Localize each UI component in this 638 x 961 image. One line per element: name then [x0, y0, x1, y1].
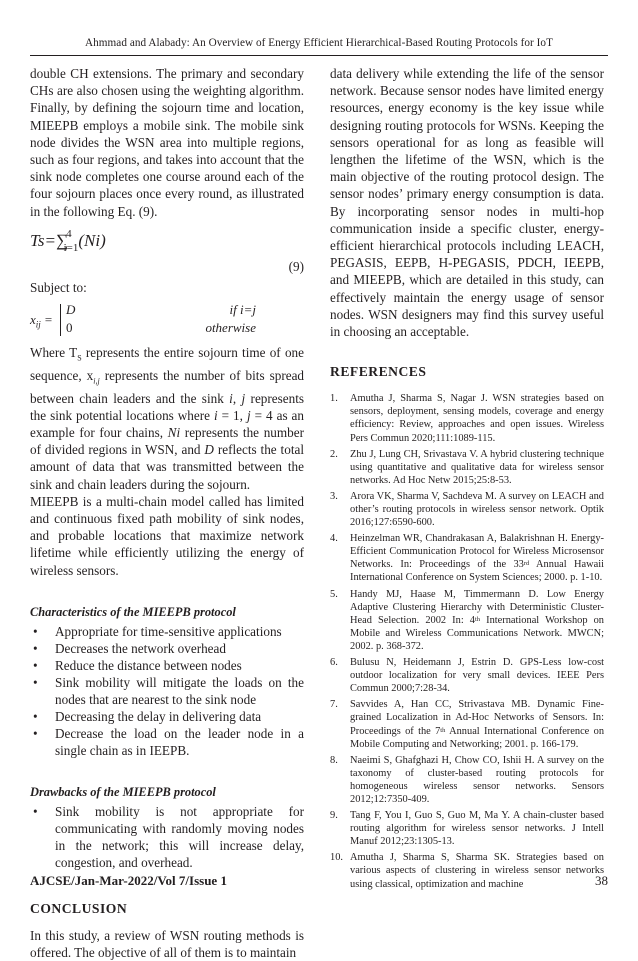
reference-item: 5. Handy MJ, Haase M, Timmermann D. Low Energy Adaptive Clustering Hierarchy with Deterministic Cluster-Head Selection. 2002 In: 4th International Workshop on Mobile and Wireless Communications Network. MWCN; 2002. p. 368-372. [330, 588, 604, 652]
piecewise-lhs: $x_{ij}$ = [30, 311, 53, 330]
equation-expression [30, 227, 106, 254]
conclusion-heading: CONCLUSION [30, 900, 128, 916]
piecewise-case-1: D if i=j [66, 301, 256, 317]
piecewise-case-2: 0 otherwise [66, 319, 256, 335]
sum-lower-limit: i=1 [63, 241, 79, 254]
bullet-icon: • [33, 623, 38, 639]
left-brace [60, 304, 65, 336]
list-item: • Decreasing the delay in delivering data [33, 708, 262, 724]
reference-item: 10. Amutha J, Sharma S, Sharma SK. Strategies based on various aspects of clustering in wireless sensor networks using classical, optimization and machine [330, 852, 604, 890]
piecewise-definition [30, 302, 304, 344]
bullet-icon: • [33, 725, 38, 741]
list-item: • Decrease the load on the leader node in a single chain as in IEEPB. [33, 725, 304, 758]
list-item: • Sink mobility will mitigate the loads on the nodes that are nearest to the sink node [33, 674, 304, 707]
reference-item: 6. Bulusu N, Heidemann J, Estrin D. GPS-Less low-cost outdoor localization for very small devices. IEEE Pers Commun 2000;7:28-34. [330, 657, 604, 695]
equation-number: (9) [288, 258, 304, 274]
body-paragraph: MIEEPB is a multi-chain model called has limited and continuous fixed path mobility of sink nodes, and probable locations that maximize network lifetime while efficiently utilizing the energy of wireless sensors. [30, 493, 304, 578]
where-paragraph: Where $T_S$ represents the entire sojourn time of one sequence, $x_{i,j}$ represents the number of bits spread between chain leaders and the sink i, j represents the sink potential locations where i = 1, j = 4 as an example for four chains, Ni represents the number of divided regions in WSN, and D reflects the total amount of data that was transmitted between the sink and chain leaders during the sojourn. [30, 344, 305, 492]
footer-page-number: 38 [595, 873, 608, 888]
list-item: • Sink mobility is not appropriate for communicating with randomly moving nodes in the network; this will increase delay, congestion, and overhead. [33, 803, 304, 870]
bullet-icon: • [33, 657, 38, 673]
subject-to-label: Subject to: [30, 279, 87, 295]
equation-9 [30, 229, 304, 279]
bullet-icon: • [33, 640, 38, 656]
characteristics-heading: Characteristics of the MIEEPB protocol [30, 604, 236, 619]
characteristics-list [30, 623, 304, 759]
reference-item: 7. Savvides A, Han CC, Strivastava MB. Dynamic Fine-grained Localization in Ad-Hoc Networks of Sensors. In: Proceedings of the 7th Annual International Conference on Mobile Computing and Networking; 2001. p. 166-179. [330, 699, 605, 750]
sum-symbol: ∑ [55, 230, 69, 250]
right-column [330, 65, 604, 894]
sum-upper-limit: 4 [66, 227, 72, 240]
references-list [330, 392, 604, 890]
reference-item: 9. Tang F, You I, Guo S, Guo M, Ma Y. A chain-cluster based routing algorithm for wireless sensor networks. J Intell Manuf 2012;23:1305-13. [330, 810, 604, 848]
body-paragraph: data delivery while extending the life of the sensor network. Because sensor nodes have limited energy resources, energy economy is the key issue while designing routing protocols for WSNs. Keeping the sensors operational for as long as feasible will lengthen the lifetime of the WSN, which is the main objective of the routing protocol design. The sensor nodes’ primary energy consumption is data. By incorporating sensor nodes in multi-hop communication inside a specific cluster, energy-efficient hierarchical protocols including LEACH, PEGASIS, EEPB, H-PEGASIS, PDCH, IEEPB, and MIEEPB, which are detailed in this study, can effectively maintain the energy usage of sensor nodes. WSN designers may find this survey useful in choosing an acceptable. [330, 66, 604, 340]
equation-lhs: Ts= [30, 230, 56, 250]
reference-item: 2. Zhu J, Lung CH, Srivastava V. A hybrid clustering technique using quantitative and qualitative data for wireless sensor networks. Ad Hoc Netw 2015;25:8-53. [330, 448, 604, 486]
reference-item: 3. Arora VK, Sharma V, Sachdeva M. A survey on LEACH and other’s routing protocols in wireless sensor network. Optik 2016;127:6590-600. [330, 490, 604, 529]
header-rule [30, 55, 608, 56]
sum-term: (Ni) [78, 230, 106, 250]
bullet-icon: • [33, 803, 38, 819]
body-paragraph: double CH extensions. The primary and secondary CHs are also chosen using the weighting algorithm. Finally, by defining the sojourn time and location, MIEEPB employs a mobile sink. The mobile sink node divides the WSN area into multiple regions, such as four regions, and takes into account that the sink node completes one course around each of the four sojourn places once every round, as illustrated in the following Eq. (9). [30, 66, 304, 219]
left-column [30, 65, 304, 961]
list-item: • Decreases the network overhead [33, 640, 226, 656]
reference-item: 1. Amutha J, Sharma S, Nagar J. WSN strategies based on sensors, deployment, sensing models, coverage and energy efficiency: Review, approaches and open issues. Wireless Pers Commun 2020;111:1089-115. [330, 393, 604, 444]
bullet-icon: • [33, 708, 38, 724]
conclusion-paragraph: In this study, a review of WSN routing methods is offered. The objective of all of them is to maintain [30, 927, 304, 960]
bullet-icon: • [33, 674, 38, 690]
reference-item: 4. Heinzelman WR, Chandrakasan A, Balakrishnan H. Energy-Efficient Communication Protocol for Wireless Microsensor Networks. In: Proceedings of the 33rd Annual Hawaii International Conference on System Sciences; 2000. p. 1-10. [330, 533, 604, 584]
reference-item: 8. Naeimi S, Ghafghazi H, Chow CO, Ishii H. A survey on the taxonomy of cluster-based routing protocols for homogeneous wireless sensor networks. Sensors 2012;12:7350-409. [330, 754, 604, 805]
list-item: • Reduce the distance between nodes [33, 657, 242, 673]
running-head: Ahmmad and Alabady: An Overview of Energy Efficient Hierarchical-Based Routing Protocols for IoT [85, 37, 553, 49]
drawbacks-heading: Drawbacks of the MIEEPB protocol [30, 784, 216, 799]
footer-journal: AJCSE/Jan-Mar-2022/Vol 7/Issue 1 [30, 873, 227, 888]
drawbacks-list [30, 803, 304, 871]
references-heading: REFERENCES [330, 364, 427, 380]
list-item: • Appropriate for time-sensitive applications [33, 623, 282, 639]
